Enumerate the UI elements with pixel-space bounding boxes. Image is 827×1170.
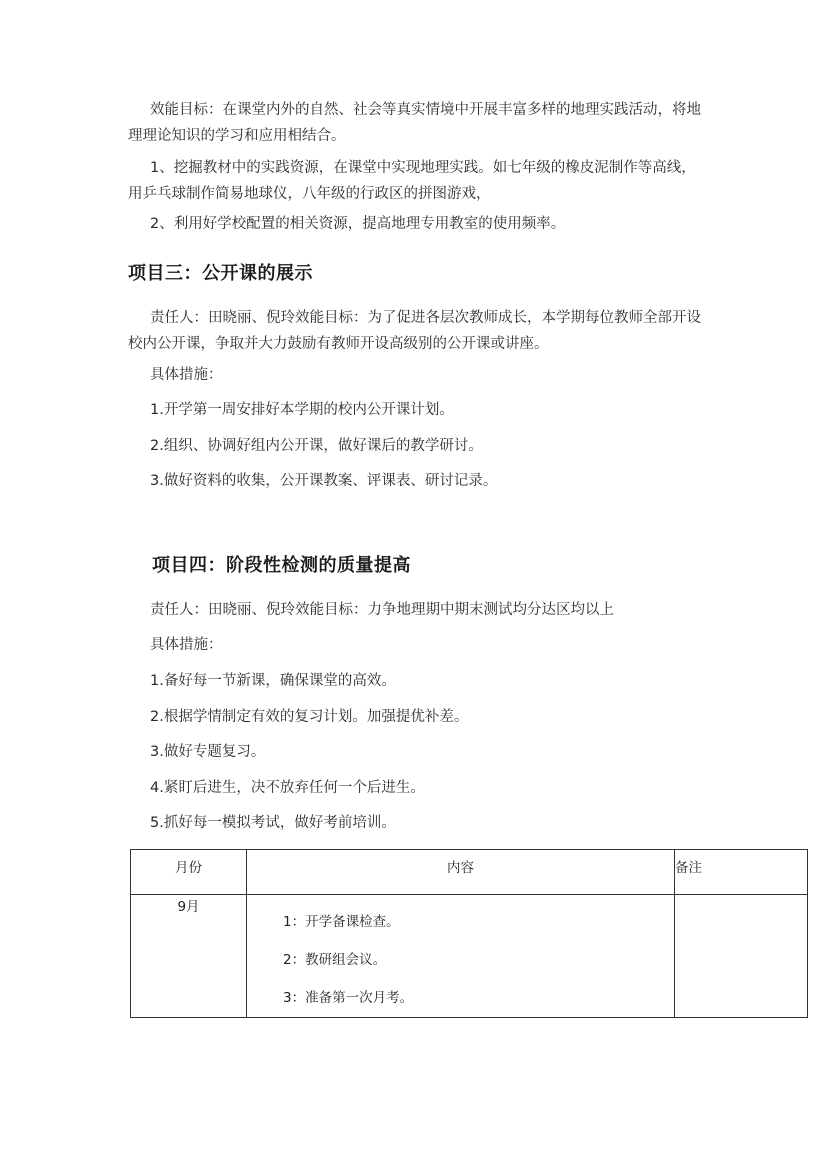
table-header-row (131, 850, 808, 895)
month-cell: 9月 (131, 895, 247, 1018)
section3-item-1: 1.开学第一周安排好本学期的校内公开课计划。 (150, 402, 454, 418)
section3-item-2: 2.组织、协调好组内公开课，做好课后的教学研讨。 (150, 438, 483, 454)
content-item-2: 2：教研组会议。 (283, 952, 387, 968)
header-content: 内容 (247, 850, 675, 895)
section4-item-1: 1.备好每一节新课，确保课堂的高效。 (150, 673, 396, 689)
section-title-4: 项目四：阶段性检测的质量提高 (152, 555, 411, 576)
content-list (247, 895, 674, 1017)
section-title-3: 项目三：公开课的展示 (128, 263, 313, 284)
measures-label-4: 具体措施： (150, 637, 223, 653)
header-month: 月份 (131, 850, 247, 895)
schedule-table (130, 849, 808, 1018)
note-cell (675, 895, 808, 1018)
goal-paragraph: 效能目标：在课堂内外的自然、社会等真实情境中开展丰富多样的地理实践活动，将地理理论知识的学习和应用相结合。 (128, 102, 701, 144)
section4-item-4: 4.紧盯后进生，决不放弃任何一个后进生。 (150, 780, 425, 796)
table-row (131, 895, 808, 1018)
content-item-3: 3：准备第一次月考。 (283, 990, 414, 1006)
responsible-paragraph-3: 责任人：田晓丽、倪玲效能目标：为了促进各层次教师成长，本学期每位教师全部开设校内公开课，争取并大力鼓励有教师开设高级别的公开课或讲座。 (128, 310, 701, 352)
section4-item-3: 3.做好专题复习。 (150, 744, 266, 760)
measures-label-3: 具体措施： (150, 367, 223, 383)
content-item-1: 1：开学备课检查。 (283, 914, 400, 930)
measure-item-1: 1、挖掘教材中的实践资源，在课堂中实现地理实践。如七年级的橡皮泥制作等高线，用乒乓球制作简易地球仪，八年级的行政区的拼图游戏， (128, 160, 696, 202)
measure-item-2: 2、利用好学校配置的相关资源，提高地理专用教室的使用频率。 (150, 216, 566, 232)
content-cell (247, 895, 675, 1018)
section4-item-2: 2.根据学情制定有效的复习计划。加强提优补差。 (150, 709, 469, 725)
header-note: 备注 (675, 850, 808, 895)
section4-item-5: 5.抓好每一模拟考试，做好考前培训。 (150, 815, 396, 831)
responsible-paragraph-4: 责任人：田晓丽、倪玲效能目标：力争地理期中期末测试均分达区均以上 (150, 602, 614, 618)
section3-item-3: 3.做好资料的收集，公开课教案、评课表、研讨记录。 (150, 473, 498, 489)
